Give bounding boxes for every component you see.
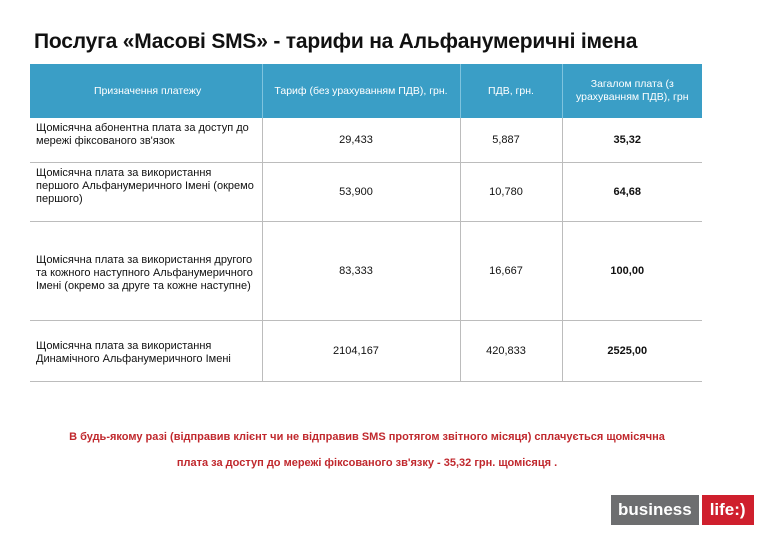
table-row [30,118,702,163]
row-vat: 5,887 [460,118,562,163]
row-tariff: 2104,167 [262,321,460,382]
header-purpose: Призначення платежу [30,64,262,118]
row-vat: 16,667 [460,222,562,321]
header-tariff: Тариф (без урахуванням ПДВ), грн. [262,64,460,118]
row-description: Щомісячна плата за використання Динамічного Альфанумеричного Імені [30,321,262,382]
row-tariff: 53,900 [262,163,460,222]
logo-life: life:) [702,495,754,525]
row-tariff: 29,433 [262,118,460,163]
row-tariff: 83,333 [262,222,460,321]
payment-note-line-2: плата за доступ до мережі фіксованого зв'язку - 35,32 грн. щомісяця . [176,457,558,469]
row-description: Щомісячна абонентна плата за доступ до мережі фіксованого зв'язок [30,118,262,163]
table-row [30,222,702,321]
row-vat: 10,780 [460,163,562,222]
header-total: Загалом плата (з урахуванням ПДВ), грн [562,64,702,118]
brand-logo [611,495,754,525]
logo-business: business [611,495,699,525]
page-title: Послуга «Масові SMS» - тарифи на Альфанумеричні імена [34,30,638,53]
table-row [30,321,702,382]
row-total: 64,68 [562,163,702,222]
row-description: Щомісячна плата за використання першого Альфанумеричного Імені (окремо першого) [30,163,262,222]
tariff-table [30,64,702,382]
header-vat: ПДВ, грн. [460,64,562,118]
payment-note-line-1: В будь-якому разі (відправив клієнт чи не відправив SMS протягом звітного місяця) сплачується щомісячна [69,431,665,443]
row-total: 35,32 [562,118,702,163]
row-vat: 420,833 [460,321,562,382]
row-description: Щомісячна плата за використання другого та кожного наступного Альфанумеричного Імені (окремо за друге та кожне наступне) [30,222,262,321]
table-header-row [30,64,702,118]
row-total: 2525,00 [562,321,702,382]
table-row [30,163,702,222]
row-total: 100,00 [562,222,702,321]
